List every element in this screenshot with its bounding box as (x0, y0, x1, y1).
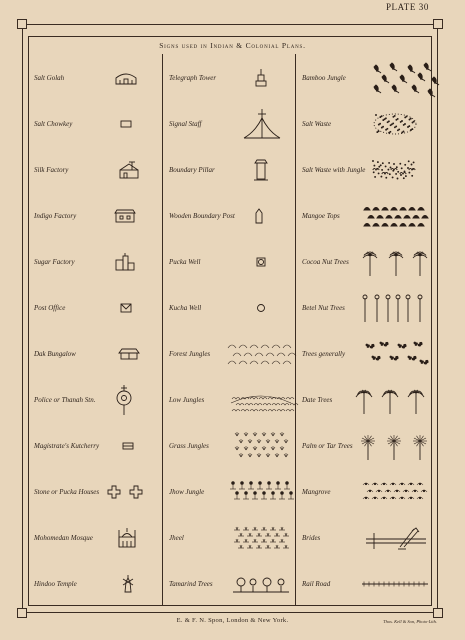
legend-entry (300, 560, 430, 607)
legend-label: Tamarind Trees (169, 579, 213, 588)
legend-label: Magistrate's Kutcherry (34, 441, 100, 450)
legend-entry (300, 146, 430, 193)
salt-golah-icon (114, 71, 138, 85)
legend-column-3 (300, 54, 430, 606)
telegraph-tower-icon (253, 69, 269, 87)
wooden-post-icon (255, 208, 263, 224)
low-jungle-icon (229, 385, 293, 415)
betel-nut-trees-icon (362, 293, 428, 323)
salt-waste-jungle-icon (370, 158, 418, 182)
signal-staff-icon (243, 108, 281, 140)
legend-entry (32, 284, 162, 331)
plate-title: Signs used in Indian & Colonial Plans. (159, 41, 306, 50)
legend-label: Telegraph Tower (169, 73, 217, 82)
legend-entry (32, 514, 162, 561)
legend-label: Salt Waste (302, 119, 332, 128)
salt-chowkey-icon (120, 120, 132, 128)
legend-entry (300, 284, 430, 331)
forest-jungle-icon (225, 340, 291, 368)
legend-label: Jheel (169, 533, 184, 542)
legend-label: Hindoo Temple (34, 579, 77, 588)
legend-entry (32, 146, 162, 193)
jheel-icon (233, 525, 287, 551)
legend-entry (167, 146, 295, 193)
pucka-houses-icon (104, 485, 148, 499)
legend-entry (167, 376, 295, 423)
legend-entry (167, 514, 295, 561)
dak-bungalow-icon (118, 348, 140, 360)
legend-entry (32, 100, 162, 147)
legend-column-2 (167, 54, 295, 606)
grass-jungle-icon (233, 430, 291, 462)
lithographer-credit: Thos. Kell & Son, Photo-Lith. (383, 619, 437, 624)
legend-entry (167, 54, 295, 101)
legend-label: Wooden Boundary Post (169, 211, 235, 220)
mosque-icon (116, 528, 138, 548)
mango-tops-icon (362, 203, 430, 229)
legend-label: Brides (302, 533, 321, 542)
legend-entry (167, 238, 295, 285)
legend-label: Pucka Well (169, 257, 201, 266)
legend-label: Jhow Jungle (169, 487, 205, 496)
legend-label: Low Jungles (169, 395, 205, 404)
date-trees-icon (356, 385, 426, 415)
legend-label: Rail Road (302, 579, 331, 588)
police-thanah-icon (116, 385, 132, 415)
publisher-footer: E. & F. N. Spon, London & New York. (176, 617, 289, 624)
pucka-well-icon (256, 257, 266, 267)
legend-label: Bamboo Jungle (302, 73, 346, 82)
legend-entry (167, 422, 295, 469)
legend-entry (300, 192, 430, 239)
indigo-factory-icon (114, 209, 136, 223)
legend-label: Palm or Tar Trees (302, 441, 353, 450)
legend-label: Police or Thanah Stn. (34, 395, 96, 404)
legend-label: Sugar Factory (34, 257, 75, 266)
legend-label: Stone or Pucka Houses (34, 487, 100, 496)
column-divider (162, 54, 163, 606)
temple-icon (122, 575, 134, 593)
legend-entry (300, 54, 430, 101)
legend-label: Date Trees (302, 395, 333, 404)
salt-waste-icon (372, 112, 418, 136)
legend-label: Trees generally (302, 349, 346, 358)
legend-label: Cocoa Nut Trees (302, 257, 349, 266)
legend-entry (32, 376, 162, 423)
legend-entry (300, 376, 430, 423)
legend-label: Boundary Pillar (169, 165, 215, 174)
legend-entry (32, 468, 162, 515)
legend-entry (300, 422, 430, 469)
legend-entry (167, 330, 295, 377)
legend-label: Post Office (34, 303, 66, 312)
legend-entry (167, 468, 295, 515)
bridge-icon (364, 525, 428, 551)
legend-entry (167, 284, 295, 331)
jhow-jungle-icon (229, 480, 293, 504)
legend-label: Salt Golah (34, 73, 65, 82)
legend-label: Betel Nut Trees (302, 303, 345, 312)
legend-entry (300, 100, 430, 147)
legend-entry (300, 238, 430, 285)
legend-entry (32, 238, 162, 285)
corner-ornament (433, 19, 443, 29)
coconut-trees-icon (362, 247, 428, 277)
legend-label: Forest Jungles (169, 349, 211, 358)
palm-trees-icon (360, 431, 430, 461)
trees-generally-icon (364, 340, 428, 368)
kutcherry-icon (122, 442, 134, 450)
legend-entry (32, 422, 162, 469)
legend-entry (32, 192, 162, 239)
legend-label: Signal Staff (169, 119, 202, 128)
boundary-pillar-icon (253, 159, 269, 181)
legend-label: Indigo Factory (34, 211, 77, 220)
legend-label: Silk Factory (34, 165, 69, 174)
legend-label: Salt Chowkey (34, 119, 73, 128)
legend-entry (300, 330, 430, 377)
corner-ornament (17, 19, 27, 29)
legend-entry (300, 514, 430, 561)
legend-label: Grass Jungles (169, 441, 209, 450)
legend-entry (300, 468, 430, 515)
kucha-well-icon (256, 303, 266, 313)
legend-label: Kucha Well (169, 303, 202, 312)
legend-label: Mohomedan Mosque (34, 533, 93, 542)
legend-entry (32, 54, 162, 101)
legend-column-1 (32, 54, 162, 606)
legend-entry (32, 560, 162, 607)
mangrove-icon (362, 480, 426, 504)
post-office-icon (120, 303, 132, 313)
bamboo-jungle-icon (370, 61, 438, 95)
legend-entry (32, 330, 162, 377)
silk-factory-icon (118, 161, 140, 179)
plate-number: PLATE 30 (385, 2, 429, 12)
legend-entry (167, 192, 295, 239)
legend-label: Dak Bungalow (34, 349, 76, 358)
legend-entry (167, 100, 295, 147)
legend-label: Mangrove (302, 487, 331, 496)
legend-entry (167, 560, 295, 607)
legend-label: Salt Waste with Jungle (302, 165, 366, 174)
sugar-factory-icon (114, 253, 136, 271)
tamarind-trees-icon (233, 575, 289, 593)
legend-label: Mangoe Tops (302, 211, 340, 220)
column-divider (295, 54, 296, 606)
rail-road-icon (362, 580, 428, 588)
